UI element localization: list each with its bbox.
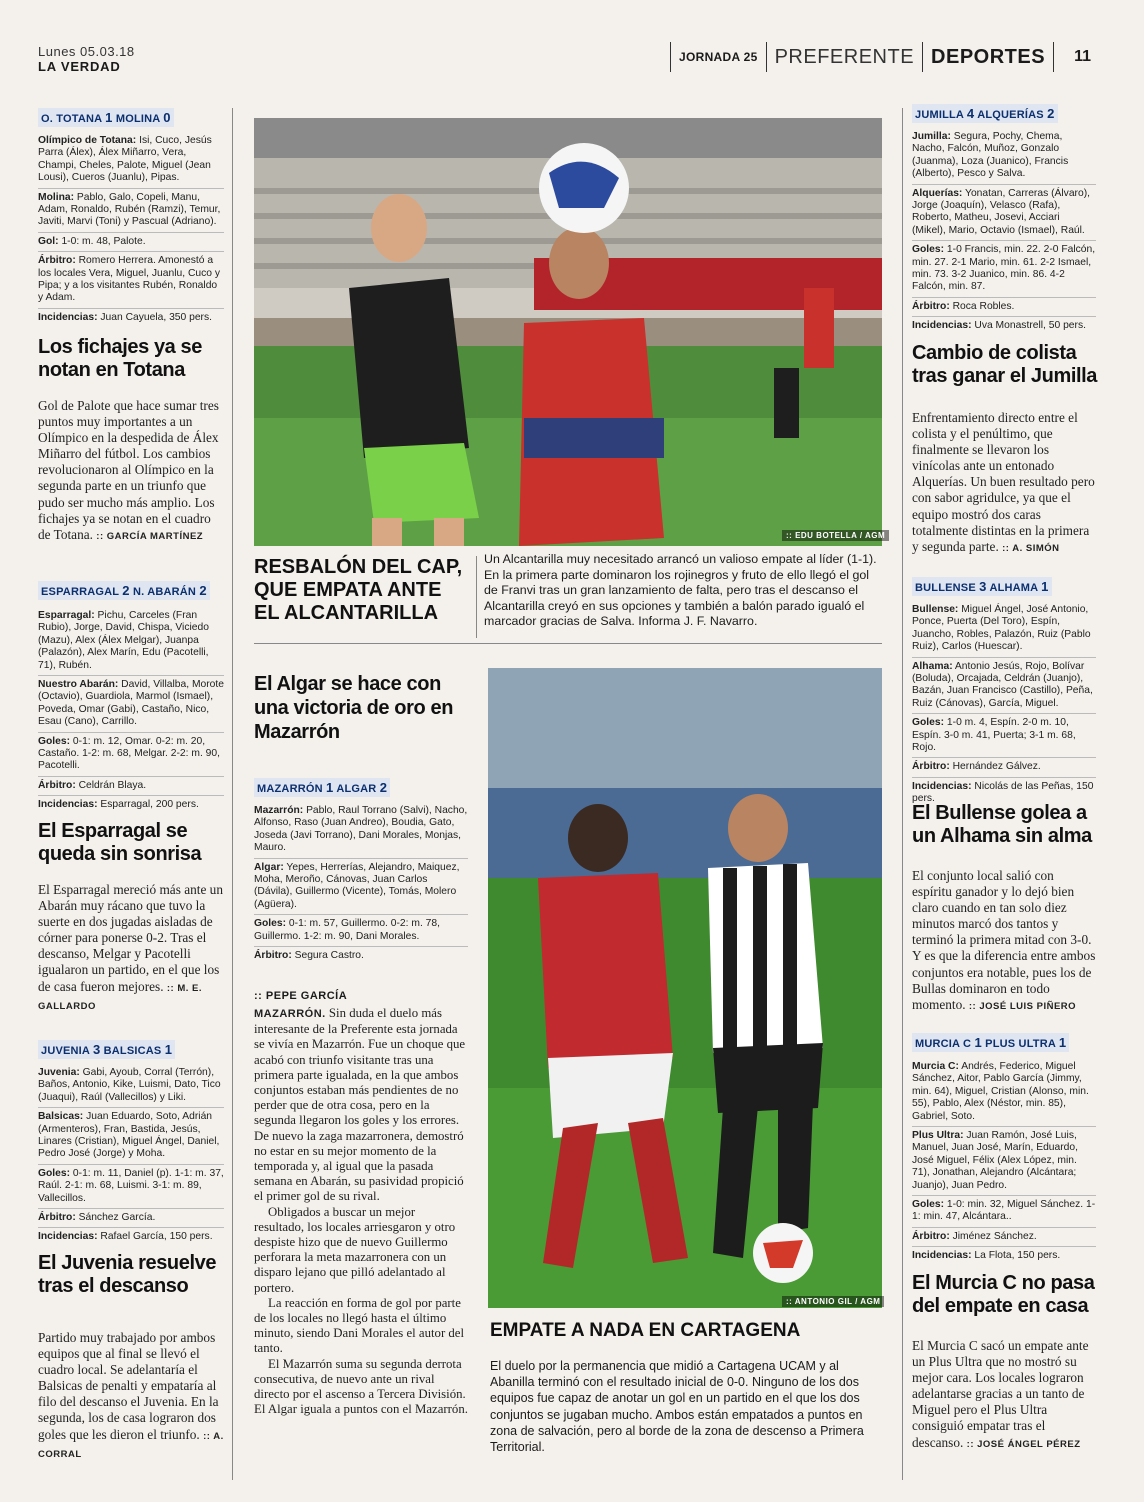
section-name: PREFERENTE — [774, 45, 915, 68]
photo-credit: :: ANTONIO GIL / AGM — [782, 1296, 884, 1307]
scoreline: JUVENIA 3 BALSICAS 1 — [38, 1040, 175, 1059]
photo-caption-title: RESBALÓN DEL CAP, QUE EMPATA ANTE EL ALCANTARILLA — [254, 556, 463, 624]
away-team: MOLINA — [115, 113, 161, 125]
match-photo-cartagena — [488, 668, 882, 1308]
incidents: Incidencias: Juan Cayuela, 350 pers. — [38, 311, 212, 323]
header-divider — [670, 42, 671, 72]
match-sheet: Esparragal: Pichu, Carceles (Fran Rubio), Jorge, David, Chispa, Viciedo (Mazu), Alex (Álex Melgar), Juanpa (Palazón), Alex Marín, Edu (Pacotelli, 71), Rubén. Nuestro Abarán: David, Villalba, Morote (Octavio), Guardiola, Marmol (Ismael), Poveda, Omar (Gabi), Castaño, Nico, Esau (Cano), Carrillo. Goles: 0-1: m. 12, Omar. 0-2: m. 20, Castaño. 1-2: m. 68, Melgar. 2-2: m. 90, Pacotelli. Árbitro: Celdrán Blaya. Incidencias: Esparragal, 200 pers. — [38, 610, 224, 811]
article-body: El conjunto local salió con espíritu ganador y lo dejó bien claro cuando en tan solo diez minutos marcó dos tantos y terminó la primera mitad con 3-0. Y es que la diferencia entre ambos conjuntos era notable, pues los de Bullas dominaron en todo momento. :: JOSÉ LUIS PIÑERO — [912, 868, 1096, 1012]
photo-caption-text: Un Alcantarilla muy necesitado arrancó un valioso empate al líder (1-1). En la primera parte dominaron los rojinegros y fruto de ello llegó el gol de Franvi tras un gran lanzamiento de falta, pero tras el descanso el Alcantarilla creyó en sus opciones y también a balón parado igualó el marcador gracias de Salva. Informa J. F. Navarro. — [484, 552, 877, 629]
author-byline: :: GARCÍA MARTÍNEZ — [96, 530, 204, 542]
column-rule — [902, 108, 903, 1480]
article-headline: Los fichajes ya se notan en Totana — [38, 336, 203, 381]
referee: Árbitro: Romero Herrera. Amonestó a los locales Vera, Miguel, Juanlu, Cuco y Pipa; y a los visitantes Rubén, Ronaldo y Adam. — [38, 255, 224, 309]
section-header — [662, 40, 1091, 74]
article-body: El Esparragal mereció más ante un Abarán muy rácano que tuvo la suerte en dos jugadas aisladas de córner para ponerse 0-2. Tras el descanso, Melgar y Pacotelli igualaron un partido, en el que los de casa fueron mejores. :: M. E. GALLARDO — [38, 882, 223, 1012]
match-sheet: Bullense: Miguel Ángel, José Antonio, Ponce, Puerta (Del Toro), Espín, Juancho, Robles, Palazón, Ruiz (Pablo Ruiz), Carlos (Huescar). Alhama: Antonio Jesús, Rojo, Bolívar (Boluda), Orcajada, Celdrán (Juanjo), Bazán, Juan Francisco (Castillo), Peña, Ruiz (Cánovas), García, Miguel. Goles: 1-0 m. 4, Espín. 2-0 m. 10, Espín. 3-0 m. 41, Puerta; 3-1 m. 68, Rojo. Árbitro: Hernández Gálvez. Incidencias: Nicolás de las Peñas, 150 pers. — [912, 604, 1096, 812]
article-headline: El Bullense golea a un Alhama sin alma — [912, 802, 1092, 847]
article-headline: El Algar se hace con una victoria de oro en Mazarrón — [254, 673, 454, 743]
article-headline: Cambio de colista tras ganar el Jumilla — [912, 342, 1098, 387]
section-rule — [254, 643, 882, 644]
header-divider — [1053, 42, 1054, 72]
article-headline: El Esparragal se queda sin sonrisa — [38, 820, 202, 865]
photo-caption-title: EMPATE A NADA EN CARTAGENA — [490, 1320, 801, 1341]
article-headline: El Juvenia resuelve tras el descanso — [38, 1252, 217, 1297]
match-photo-cap-alcantarilla — [254, 118, 882, 546]
author-byline: :: PEPE GARCÍA — [254, 990, 348, 1002]
newspaper-name: LA VERDAD — [38, 59, 121, 74]
section-deportes: DEPORTES — [931, 45, 1046, 68]
home-team: O. TOTANA — [41, 113, 102, 125]
scoreline: MURCIA C 1 PLUS ULTRA 1 — [912, 1033, 1069, 1052]
match-sheet: Mazarrón: Pablo, Raul Torrano (Salvi), Nacho, Alfonso, Raso (Juan Andreo), Boudia, Gato, Joseda (Javi Torrano), Dani Morales, Monjas, Mauro. Algar: Yepes, Herrerías, Alejandro, Maiquez, Moha, Meroño, Cánovas, Juan Carlos (Dávila), Guillermo (Vicente), Tomás, Molero (Agüera). Goles: 0-1: m. 57, Guillermo. 0-2: m. 78, Guillermo. 1-2: m. 90, Dani Morales. Árbitro: Segura Castro. — [254, 805, 468, 962]
photo-credit: :: EDU BOTELLA / AGM — [782, 530, 889, 541]
scoreline: MAZARRÓN 1 ALGAR 2 — [254, 778, 390, 797]
article-body: Partido muy trabajado por ambos equipos que al final se llevó el cuadro local. Se adelantaría el Balsicas de penalti y empataría al filo del descanso el Juvenia. En la segunda, los de casa lograron dos goles que les dieron el triunfo. :: A. CORRAL — [38, 1330, 224, 1460]
match-sheet: Jumilla: Segura, Pochy, Chema, Nacho, Falcón, Muñoz, Gonzalo (Juanma), Loza (Juanico), Francis (Alberto), Pesco y Salva. Alquerías: Yonatan, Carreras (Álvaro), Jorge (Joaquín), Velasco (Rafa), Roberto, Matheu, Josevi, Acciari (Mikel), Mario, Octavio (Ismael), Raúl. Goles: 1-0 Francis, min. 22. 2-0 Falcón, min. 27. 2-1 Mario, min. 61. 2-2 Ismael, min. 73. 3-2 Juanico, min. 86. 4-2 Falcón, min. 87. Árbitro: Roca Robles. Incidencias: Uva Monastrell, 50 pers. — [912, 131, 1096, 332]
lineup-away: Molina: Pablo, Galo, Copeli, Manu, Adam, Ronaldo, Rubén (Ramzi), Temur, Javiti, Marvi (Toni) y Pascual (Adriano). — [38, 192, 224, 233]
scoreline — [38, 108, 174, 127]
scoreline: JUMILLA 4 ALQUERÍAS 2 — [912, 104, 1058, 123]
jornada-label: JORNADA 25 — [679, 50, 758, 64]
photo-caption-text: El duelo por la permanencia que midió a Cartagena UCAM y al Abanilla terminó con el resultado inicial de 0-0. Ninguno de los dos equipos fue capaz de anotar un gol en un partido en el que los dos conjuntos se jugaban mucho. Ambos están empatados a puntos en zona de salvación, pero al borde de la zona de descenso a Primera Territorial. — [490, 1359, 864, 1455]
dateline: MAZARRÓN. — [254, 1008, 326, 1020]
away-score: 0 — [163, 110, 171, 125]
caption-rule — [476, 556, 477, 638]
home-score: 1 — [105, 110, 113, 125]
scoreline: BULLENSE 3 ALHAMA 1 — [912, 577, 1052, 596]
article-body: El Murcia C sacó un empate ante un Plus Ultra que no mostró su mejor cara. Los locales lograron adelantarse gracias a un tanto de Miguel pero el Plus Ultra consiguió empatar tras el descanso. :: JOSÉ ÁNGEL PÉREZ — [912, 1338, 1089, 1450]
column-rule — [232, 108, 233, 1480]
lineup-home: Olímpico de Totana: Isi, Cuco, Jesús Parra (Álex), Álex Miñarro, Vera, Champi, Cheles, Palote, Miguel (Jean Lousi), Cueros (Juanlu), Pipas. — [38, 135, 224, 189]
scoreline: ESPARRAGAL 2 N. ABARÁN 2 — [38, 581, 210, 600]
match-sheet — [38, 135, 224, 330]
goals: Gol: 1-0: m. 48, Palote. — [38, 236, 224, 252]
article-body: Gol de Palote que hace sumar tres puntos muy importantes a un Olímpico en la despedida de Álex Miñarro del fútbol. Los cambios revolucionaron al Olímpico en la segunda parte en un triunfo que pudo ser mucho más amplio. Los fichajes ya se notan en el cuadro de Totana. :: GARCÍA MARTÍNEZ — [38, 398, 219, 542]
header-divider — [922, 42, 923, 72]
page-number: 11 — [1074, 48, 1091, 65]
match-sheet: Juvenia: Gabi, Ayoub, Corral (Terrón), Baños, Antonio, Kike, Luismi, Dato, Tico (Juaqui), Raúl (Vallecillos) y Liki. Balsicas: Juan Eduardo, Soto, Adrián (Armenteros), Fran, Bastida, Jesús, Linares (Cristian), Miguel Ángel, Daniel, Pedro José (Jorge) y Moha. Goles: 0-1: m. 11, Daniel (p). 1-1: m. 37, Raúl. 2-1: m. 68, Luismi. 3-1: m. 89, Vallecillos. Árbitro: Sánchez García. Incidencias: Rafael García, 150 pers. — [38, 1067, 224, 1243]
match-sheet: Murcia C: Andrés, Federico, Miguel Sánchez, Aitor, Pablo García (Jimmy, min. 64), Miguel, Cristian (Alonso, min. 55), Pablo, Alex (Néstor, min. 85), Gabriel, Soto. Plus Ultra: Juan Ramón, José Luis, Manuel, Juan José, Marín, Eduardo, José Miguel, Félix (Alex López, min. 71), Jonathan, Alejandro (Alcántara; Juanjo), Juan Pedro. Goles: 1-0: min. 32, Miguel Sánchez. 1-1: min. 47, Alcántara.. Árbitro: Jiménez Sánchez. Incidencias: La Flota, 150 pers. — [912, 1061, 1096, 1262]
header-divider — [766, 42, 767, 72]
article-headline: El Murcia C no pasa del empate en casa — [912, 1272, 1095, 1317]
article-body: MAZARRÓN. Sin duda el duelo más interesante de la Preferente esta jornada se vivía en Mazarrón. Fue un choque que acabó con triunfo visitante tras una primera parte igualada, en la que ambos conjuntos estaban más pendientes de no perder que de otra cosa, pero en la segunda llegaron los goles y los errores. De nuevo la zaga mazarronera, demostró no estar en su mejor momento de la temporada y, al igual que la pasada semana en Abarán, su pasividad propició el primer gol de su rival. Obligados a buscar un mejor resultado, los locales arriesgaron y otro despiste hizo que de nuevo Guillermo perforara la meta mazarronera con un disparo lejano que pilló adelantado al portero. La reacción en forma de gol por parte de los locales no llegó hasta el último minuto, siendo Dani Morales el autor del tanto. El Mazarrón suma su segunda derrota consecutiva, de nuevo ante un rival directo por el ascenso a Tercera División. El Algar iguala a puntos con el Mazarrón. — [254, 1006, 468, 1417]
article-body: Enfrentamiento directo entre el colista y el penúltimo, que finalmente se llevaron los vinícolas ante un entonado Alquerías. Un buen resultado pero con sabor agridulce, ya que el equipo mostró dos caras totalmente distintas en la primera y segunda parte. :: A. SIMÓN — [912, 410, 1095, 554]
edition-date: Lunes 05.03.18 — [38, 44, 135, 59]
